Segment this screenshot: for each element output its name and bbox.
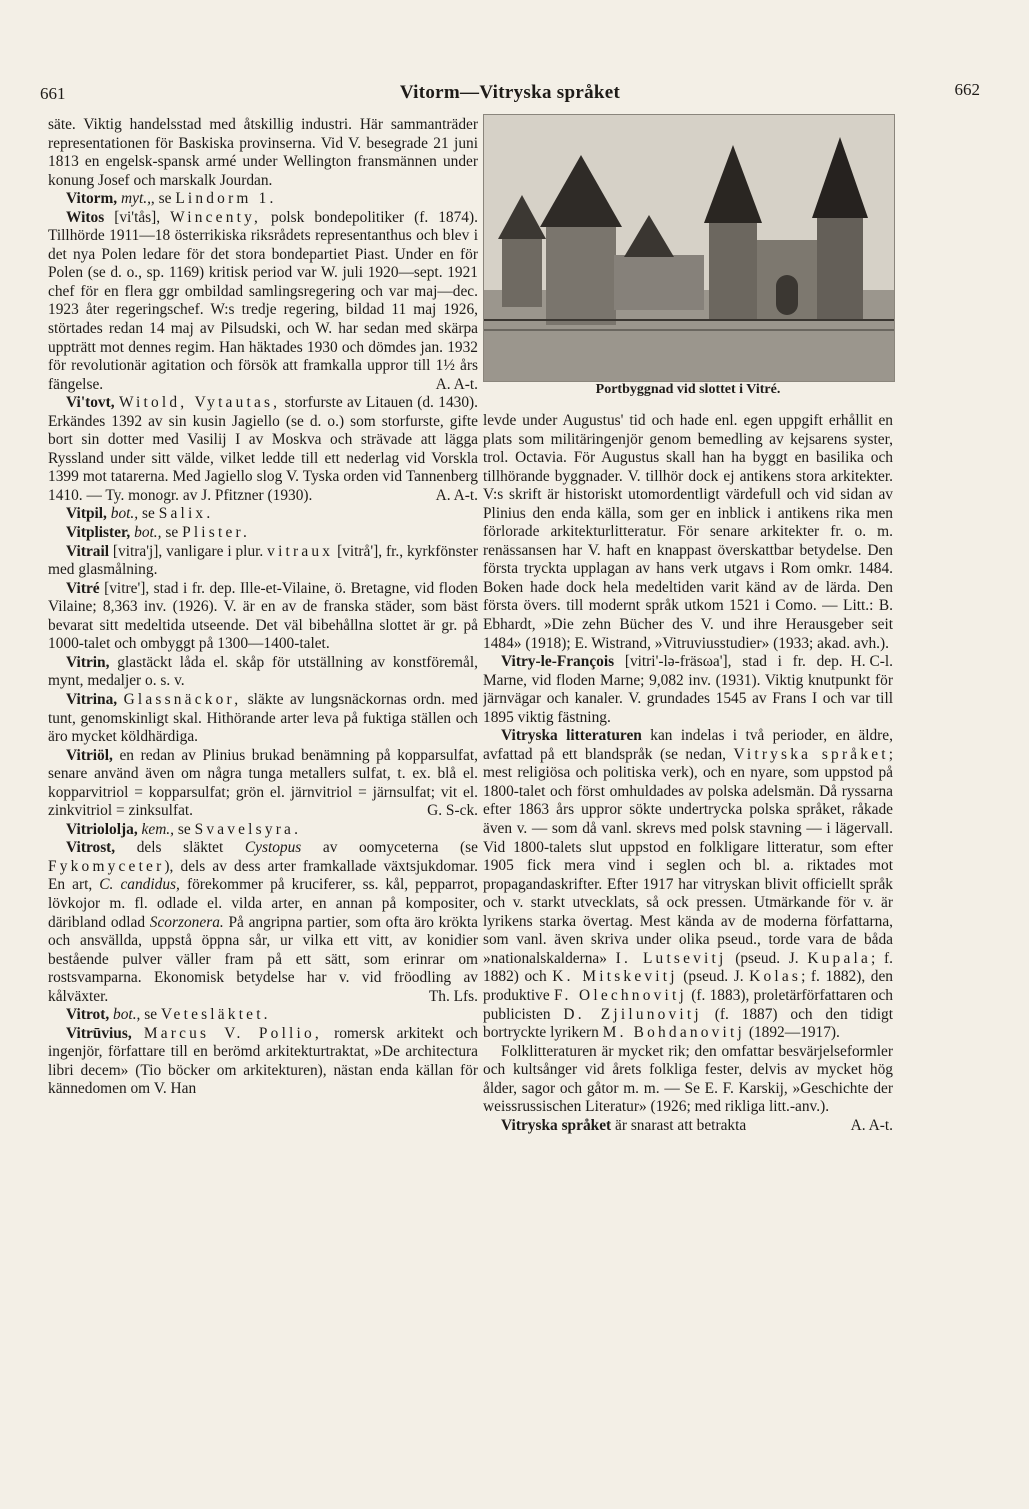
gate-arch xyxy=(776,275,798,315)
entry-text: ; mest religiösa och politiska verk), och en nyare, som uppstod på 1800-talet och först omhuldades av polska adelsmän. Då ryssarna efter 1863 års uppror sökte undertrycka polska språket, råkade även v. — som då vanl. skrevs med polsk stavning — i lägervall. Vid 1800-talets slut uppstod en folkligare litteratur, som efter 1905 fick mera vind i seglen och bl. a. riktades mot propagandaskrifter. Efter 1917 har vitryskan blivit officiellt språk och v. starkt utvecklats, så ock pressen. Utmärkande för v. är lyrikens starka övertag. Mest kända av de moderna författarna, som vanl. även skriva under olika pseud., torde vara de båda »nationalskalderna» xyxy=(483,745,893,967)
cross-reference: Vetesläktet. xyxy=(160,1006,271,1024)
entry-text: se xyxy=(142,505,155,523)
entry-text: dels släktet xyxy=(136,839,224,857)
person-name: D. Zjilunovitj xyxy=(563,1005,702,1023)
author-signature: A. A-t. xyxy=(435,486,478,504)
entry-text: släkte av lungsnäckornas ordn. med tunt, genomskinligt skal. Hithörande arter leva på fuktiga ställen och äro mycket köldhärdiga. xyxy=(48,690,478,746)
entry-text: [vitri'-lə-fräsωa'], stad i fr. dep. Marne, vid floden Marne; 9,082 inv. (1931). Viktig knutpunkt för järnvägar och kanaler. V. grundades 1545 av Frans I och var till 1895 viktig fästning. xyxy=(483,653,893,726)
entry-vitrot xyxy=(48,1006,478,1025)
headword: Vitrin, xyxy=(66,653,110,671)
headword: Vi'tovt, xyxy=(66,394,115,412)
person-name: Wincenty, xyxy=(170,208,262,226)
entry-text: säte. Viktig handelsstad med åtskillig industri. Här sammanträder representationen för Baskiska provinserna. Vid V. besegrade 21 juni 1813 en engelsk-spansk armé under Wellington fransmännen under konung Josef och marskalk Jourdan. xyxy=(48,116,478,189)
genus-name: Scorzonera. xyxy=(149,913,224,931)
entry-text: är snarast att betrakta xyxy=(615,1116,747,1134)
entry-vitryska-litteraturen xyxy=(483,727,893,1042)
cross-reference: Plister. xyxy=(182,524,250,542)
entry-text: en redan av Plinius brukad benämning på kopparsulfat, senare använd även om några tunga metallers sulfat, t. ex. blå el. kopparvitriol = kopparsulfat; grön el. järnvitriol = järnsulfat; vit el. zinkvitriol = zinksulfat. xyxy=(48,746,478,820)
entry-text: (f. 1887) och den tidigt bortryckte lyrikern xyxy=(483,1005,893,1042)
person-name: Kupala xyxy=(807,949,871,967)
plural-form: vitraux xyxy=(267,542,334,560)
castle-illustration xyxy=(484,115,894,381)
headword: Vitrost, xyxy=(66,839,116,857)
genus-name: Cystopus xyxy=(244,839,302,857)
entry-text: storfurste av Litauen (d. 1430). Erkändes 1392 av sin kusin Jagiello (se d. o.) som storfurste, gifte bort sin dotter med Vasilij I av Moskva och strävade att lägga Ryssland under sitt välde, vilket ledde till ett nederlag vid Vorskla 1399 mot tatarerna. Med Jagiello slog V. Tyska orden vid Tannenberg 1410. — Ty. monogr. av J. Pfitzner (1930). xyxy=(48,394,478,504)
cross-reference: Svavelsyra. xyxy=(194,820,302,838)
entry-text: [vitre'], stad i fr. dep. Ille-et-Vilaine, ö. Bretagne, vid floden Vilaine; 8,363 inv. (1926). V. är en av de franska städer, som bäst bevarat sitt medeltida utseende. Det väl bibehållna slottet är gr. på 1000-talet och ombyggt på 1300—1400-talet. xyxy=(48,579,478,653)
author-signature: G. S-ck. xyxy=(427,802,478,820)
headword: Vitryska språket xyxy=(501,1116,612,1134)
entry-text: polsk bondepolitiker (f. 1874). Tillhörde 1911—18 österrikiska riksrådets representanthus och blev i det nya Polen ledare för det stora bondepartiet Piast. Under en för Polen (se d. o., sp. 1169) kritisk period var W. juli 1920—sept. 1921 chef för en flera ggr ombildad samlingsregering och var maj—dec. 1923 åter regeringschef. W:s tredje regering, bildad 11 maj 1926, störtades redan 14 maj av Pilsudski, och W. har sedan med skärpa uppträtt mot dennes regim. Han häktades 1930 och dömdes jan. 1932 för revolutionär agitation och försök att framkalla uppror till 1½ års fängelse. xyxy=(48,208,478,393)
left-tower xyxy=(502,237,542,307)
person-name: Kolas xyxy=(749,968,802,986)
running-title: Vitorm—Vitryska språket xyxy=(399,82,621,103)
headword: Vitpil, xyxy=(66,505,107,523)
entry-text: Folklitteraturen är mycket rik; den omfattar besvärjelseformler och kultsånger vid årets folkliga fester, delvis av mycket hög ålder, sagor och gåtor m. m. — Se E. F. Karskij, »Geschichte der weissrussischen Literatur» (1926; med rikliga litt.-anv.). xyxy=(483,1042,893,1116)
entry-text: av oomyceterna (se xyxy=(322,839,478,857)
person-name: F. Olechnovitj xyxy=(553,986,687,1004)
entry-text: ; f. 1882), den produktive xyxy=(483,968,893,1004)
entry-text: ), dels av dess arter framkallade växtsjukdomar. En art, xyxy=(48,857,478,894)
headword: Vitorm, xyxy=(66,190,118,208)
entry-vitovt xyxy=(48,394,478,505)
curtain-wall xyxy=(614,255,704,310)
entry-text: (pseud. J. xyxy=(683,968,744,986)
entry-text: romersk arkitekt och ingenjör, författare till en berömd arkitekturtraktat, »De architectura libri decem» (Tio böcker om arkitekturen), nästan enda källan för kännedomen om V. Han xyxy=(48,1024,478,1098)
entry-text: se xyxy=(144,1006,158,1024)
entry-text: (1892—1917). xyxy=(748,1024,840,1042)
headword: Vitrūvius, xyxy=(66,1024,132,1042)
pronunciation: [vitra'j], xyxy=(112,542,163,560)
entry-text: (f. 1883), proletärförfattaren och publicisten xyxy=(483,986,893,1023)
person-name: I. Lutsevitj xyxy=(615,949,727,967)
person-name: M. Bohdanovitj xyxy=(602,1024,745,1042)
right-column xyxy=(483,412,893,1392)
pos-label: bot., xyxy=(110,505,139,523)
pos-label: bot., xyxy=(113,1006,141,1024)
headword: Vitrina, xyxy=(66,690,118,708)
headword: Vitplister, xyxy=(66,524,131,542)
pos-label: bot., xyxy=(134,524,162,542)
entry-vitplister xyxy=(48,524,478,543)
left-column xyxy=(48,116,478,1396)
author-signature: Th. Lfs. xyxy=(428,987,478,1005)
entry-vitrail xyxy=(48,543,478,580)
page-number-left: 661 xyxy=(40,84,66,103)
pos-label: myt., xyxy=(121,190,151,208)
entry-text: På angripna partier, som ofta äro krökta och ansvällda, uppstå öppna sår, ur vilka ett vitt, av konidier bestående pulver väller fram på ett sätt, som erinrar om rostsvamparna. Ekonomisk betydelse har v. vid fröodling av kålväxter. xyxy=(48,913,478,1005)
entry-vitriol xyxy=(48,747,478,821)
author-signature: H. C-l. xyxy=(850,653,893,671)
entry-text: (pseud. J. xyxy=(735,949,799,967)
person-name: K. Mitskevitj xyxy=(552,968,678,986)
entry-vitriololja xyxy=(48,821,478,840)
entry-text: ; f. 1882) och xyxy=(483,949,893,986)
castle-photo xyxy=(483,114,895,382)
entry-text: se xyxy=(177,820,191,838)
person-name: Marcus V. Pollio, xyxy=(143,1024,322,1042)
headword: Vitré xyxy=(66,579,100,597)
page-number-right: 662 xyxy=(954,80,980,99)
cross-reference: Salix. xyxy=(158,505,214,523)
gate-tower-right xyxy=(817,215,863,320)
pronunciation: [vi'tås], xyxy=(114,208,161,226)
person-name: Witold, Vytautas, xyxy=(118,394,281,412)
pos-label: kem., xyxy=(141,820,175,838)
entry-vitrin xyxy=(48,654,478,691)
entry-text: levde under Augustus' tid och hade enl. egen uppgift erhållit en plats som militäringenjör genom bemedling av kejsarens syster, trol. Octavia. För Augustus skall han ha byggt en basilika och tillhörande byggnader. V. tillhör dock ej antikens stora arkitekter. V:s skrift är historiskt utomordentligt värdefull och vid sidan av Plinius den enda källa, som ger en inblick i antikens rika men förlorade arkitekturlitteratur. För senare arkitekter fr. o. m. renässansen har V. haft en knappast överskattbar betydelse. Den första tryckta upplagan av hans verk utgavs i Rom omkr. 1484. Boken hade dock hela medeltiden varit känd av de lärda. Den första övers. till modernt språk utkom 1521 i Como. — Litt.: B. Ebhardt, »Die zehn Bücher des V. und ihre Herausgeber seit 1484» (1918); E. Wistrand, »Vitruviusstudier» (1933; akad. avh.). xyxy=(483,412,893,652)
cross-reference: Lindorm 1. xyxy=(175,190,277,208)
entry-text: se xyxy=(165,524,179,542)
headword: Vitrot, xyxy=(66,1006,110,1024)
entry-text: förekommer på kruciferer, ss. kål, pepparrot, lövkojor m. fl. odlade el. vilda arter, en annan på kompositer, däribland odlad xyxy=(48,876,478,931)
entry-text: , se xyxy=(150,190,172,208)
headword: Vitryska litteraturen xyxy=(501,727,642,745)
headword: Vitrail xyxy=(66,542,110,560)
headword: Vitriololja, xyxy=(66,820,138,838)
entry-vitre xyxy=(48,580,478,654)
species-name: C. candidus, xyxy=(99,876,180,894)
entry-vitpil xyxy=(48,505,478,524)
headword: Witos xyxy=(66,208,105,226)
entry-vitorm xyxy=(48,190,478,209)
entry-vitrina xyxy=(48,691,478,747)
entry-vitry xyxy=(483,653,893,727)
entry-witos xyxy=(48,209,478,394)
entry-vitrost xyxy=(48,839,478,1006)
common-name: Glassnäckor, xyxy=(123,690,242,708)
cross-reference: Fykomyceter xyxy=(48,857,165,875)
author-signature: A. A-t. xyxy=(850,1116,893,1134)
entry-vitruvius xyxy=(48,1025,478,1099)
cross-reference: Vitryska språket xyxy=(733,745,889,763)
headword: Vitriöl, xyxy=(66,746,113,764)
page-header xyxy=(40,82,980,112)
gate-tower-left xyxy=(709,220,757,320)
entry-text: kan indelas i två perioder, en äldre, avfattad på ett blandspråk (se nedan, xyxy=(483,727,893,763)
entry-text: glastäckt låda el. skåp för utställning av konstföremål, mynt, medaljer o. s. v. xyxy=(48,653,478,690)
author-signature: A. A-t. xyxy=(435,375,478,393)
entry-text: vanligare i plur. xyxy=(166,542,264,560)
main-tower xyxy=(546,225,616,325)
headword: Vitry-le-François xyxy=(501,653,615,671)
entry-text: [vitrå'], fr., kyrkfönster med glasmålning. xyxy=(48,542,478,579)
figure-caption: Portbyggnad vid slottet i Vitré. xyxy=(595,382,781,397)
